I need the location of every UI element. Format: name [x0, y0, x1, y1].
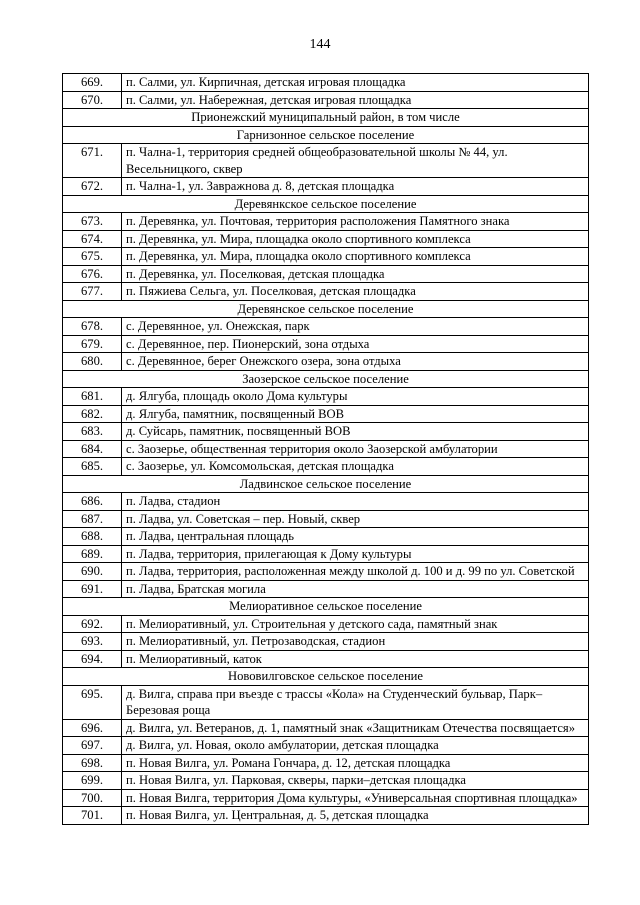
location-description: п. Ладва, территория, расположенная между школой д. 100 и д. 99 по ул. Советской: [122, 563, 589, 581]
section-title: Ладвинское сельское поселение: [63, 475, 589, 493]
location-description: п. Чална-1, территория средней общеобразовательной школы № 44, ул. Весельницкого, сквер: [122, 144, 589, 178]
table-row: [63, 353, 589, 371]
location-description: п. Деревянка, ул. Мира, площадка около спортивного комплекса: [122, 230, 589, 248]
row-number: 671.: [63, 144, 122, 178]
row-number: 699.: [63, 772, 122, 790]
location-description: п. Чална-1, ул. Завражнова д. 8, детская площадка: [122, 178, 589, 196]
location-description: п. Ладва, центральная площадь: [122, 528, 589, 546]
row-number: 696.: [63, 719, 122, 737]
table-row: [63, 737, 589, 755]
location-description: п. Мелиоративный, ул. Строительная у детского сада, памятный знак: [122, 615, 589, 633]
table-row: [63, 510, 589, 528]
section-title: Гарнизонное сельское поселение: [63, 126, 589, 144]
location-description: д. Ялгуба, площадь около Дома культуры: [122, 388, 589, 406]
location-description: п. Мелиоративный, ул. Петрозаводская, стадион: [122, 633, 589, 651]
section-header-row: [63, 300, 589, 318]
row-number: 685.: [63, 458, 122, 476]
section-header-row: [63, 195, 589, 213]
table-row: [63, 719, 589, 737]
table-row: [63, 405, 589, 423]
section-header-row: [63, 109, 589, 127]
location-description: п. Новая Вилга, ул. Парковая, скверы, парки–детская площадка: [122, 772, 589, 790]
location-description: п. Деревянка, ул. Поселковая, детская площадка: [122, 265, 589, 283]
table-row: [63, 650, 589, 668]
table-row: [63, 230, 589, 248]
row-number: 695.: [63, 685, 122, 719]
section-title: Прионежский муниципальный район, в том числе: [63, 109, 589, 127]
section-header-row: [63, 126, 589, 144]
location-description: п. Новая Вилга, ул. Романа Гончара, д. 12, детская площадка: [122, 754, 589, 772]
location-description: д. Ялгуба, памятник, посвященный ВОВ: [122, 405, 589, 423]
location-description: с. Деревянное, пер. Пионерский, зона отдыха: [122, 335, 589, 353]
table-row: [63, 74, 589, 92]
location-description: п. Деревянка, ул. Мира, площадка около спортивного комплекса: [122, 248, 589, 266]
table-row: [63, 213, 589, 231]
location-description: д. Вилга, ул. Новая, около амбулатории, детская площадка: [122, 737, 589, 755]
row-number: 684.: [63, 440, 122, 458]
location-description: п. Деревянка, ул. Почтовая, территория расположения Памятного знака: [122, 213, 589, 231]
row-number: 669.: [63, 74, 122, 92]
location-description: п. Салми, ул. Кирпичная, детская игровая площадка: [122, 74, 589, 92]
table-row: [63, 178, 589, 196]
section-header-row: [63, 370, 589, 388]
location-description: п. Новая Вилга, ул. Центральная, д. 5, детская площадка: [122, 807, 589, 825]
table-row: [63, 685, 589, 719]
location-description: д. Суйсарь, памятник, посвященный ВОВ: [122, 423, 589, 441]
location-description: с. Деревянное, ул. Онежская, парк: [122, 318, 589, 336]
row-number: 679.: [63, 335, 122, 353]
table-row: [63, 615, 589, 633]
table-row: [63, 423, 589, 441]
table-row: [63, 458, 589, 476]
row-number: 682.: [63, 405, 122, 423]
location-description: п. Мелиоративный, каток: [122, 650, 589, 668]
location-description: п. Ладва, Братская могила: [122, 580, 589, 598]
row-number: 672.: [63, 178, 122, 196]
table-row: [63, 545, 589, 563]
locations-table: [62, 73, 589, 825]
table-row: [63, 807, 589, 825]
page-number: 144: [309, 37, 331, 52]
row-number: 674.: [63, 230, 122, 248]
row-number: 686.: [63, 493, 122, 511]
row-number: 688.: [63, 528, 122, 546]
row-number: 693.: [63, 633, 122, 651]
row-number: 692.: [63, 615, 122, 633]
section-title: Мелиоративное сельское поселение: [63, 598, 589, 616]
table-row: [63, 440, 589, 458]
row-number: 700.: [63, 789, 122, 807]
section-header-row: [63, 668, 589, 686]
location-description: д. Вилга, справа при въезде с трассы «Кола» на Студенческий бульвар, Парк–Березовая роща: [122, 685, 589, 719]
table-row: [63, 563, 589, 581]
location-description: п. Салми, ул. Набережная, детская игровая площадка: [122, 91, 589, 109]
location-description: п. Новая Вилга, территория Дома культуры, «Универсальная спортивная площадка»: [122, 789, 589, 807]
row-number: 670.: [63, 91, 122, 109]
row-number: 690.: [63, 563, 122, 581]
table-row: [63, 633, 589, 651]
section-header-row: [63, 598, 589, 616]
table-row: [63, 248, 589, 266]
row-number: 675.: [63, 248, 122, 266]
row-number: 681.: [63, 388, 122, 406]
location-description: д. Вилга, ул. Ветеранов, д. 1, памятный знак «Защитникам Отечества посвящается»: [122, 719, 589, 737]
table-row: [63, 91, 589, 109]
table-row: [63, 493, 589, 511]
row-number: 687.: [63, 510, 122, 528]
row-number: 678.: [63, 318, 122, 336]
table-row: [63, 754, 589, 772]
section-title: Деревянкское сельское поселение: [63, 195, 589, 213]
row-number: 689.: [63, 545, 122, 563]
section-header-row: [63, 475, 589, 493]
row-number: 677.: [63, 283, 122, 301]
table-row: [63, 789, 589, 807]
row-number: 683.: [63, 423, 122, 441]
location-description: п. Ладва, ул. Советская – пер. Новый, сквер: [122, 510, 589, 528]
row-number: 676.: [63, 265, 122, 283]
section-title: Нововилговское сельское поселение: [63, 668, 589, 686]
location-description: п. Ладва, стадион: [122, 493, 589, 511]
table-row: [63, 335, 589, 353]
table-row: [63, 772, 589, 790]
location-description: с. Деревянное, берег Онежского озера, зона отдыха: [122, 353, 589, 371]
table-row: [63, 283, 589, 301]
row-number: 673.: [63, 213, 122, 231]
table-row: [63, 318, 589, 336]
location-description: с. Заозерье, ул. Комсомольская, детская площадка: [122, 458, 589, 476]
locations-table-body: [63, 74, 589, 825]
row-number: 697.: [63, 737, 122, 755]
table-row: [63, 580, 589, 598]
table-row: [63, 144, 589, 178]
location-description: с. Заозерье, общественная территория около Заозерской амбулатории: [122, 440, 589, 458]
row-number: 694.: [63, 650, 122, 668]
row-number: 680.: [63, 353, 122, 371]
section-title: Заозерское сельское поселение: [63, 370, 589, 388]
section-title: Деревянское сельское поселение: [63, 300, 589, 318]
location-description: п. Пяжиева Сельга, ул. Поселковая, детская площадка: [122, 283, 589, 301]
row-number: 691.: [63, 580, 122, 598]
table-row: [63, 528, 589, 546]
location-description: п. Ладва, территория, прилегающая к Дому культуры: [122, 545, 589, 563]
row-number: 698.: [63, 754, 122, 772]
table-row: [63, 265, 589, 283]
row-number: 701.: [63, 807, 122, 825]
table-row: [63, 388, 589, 406]
